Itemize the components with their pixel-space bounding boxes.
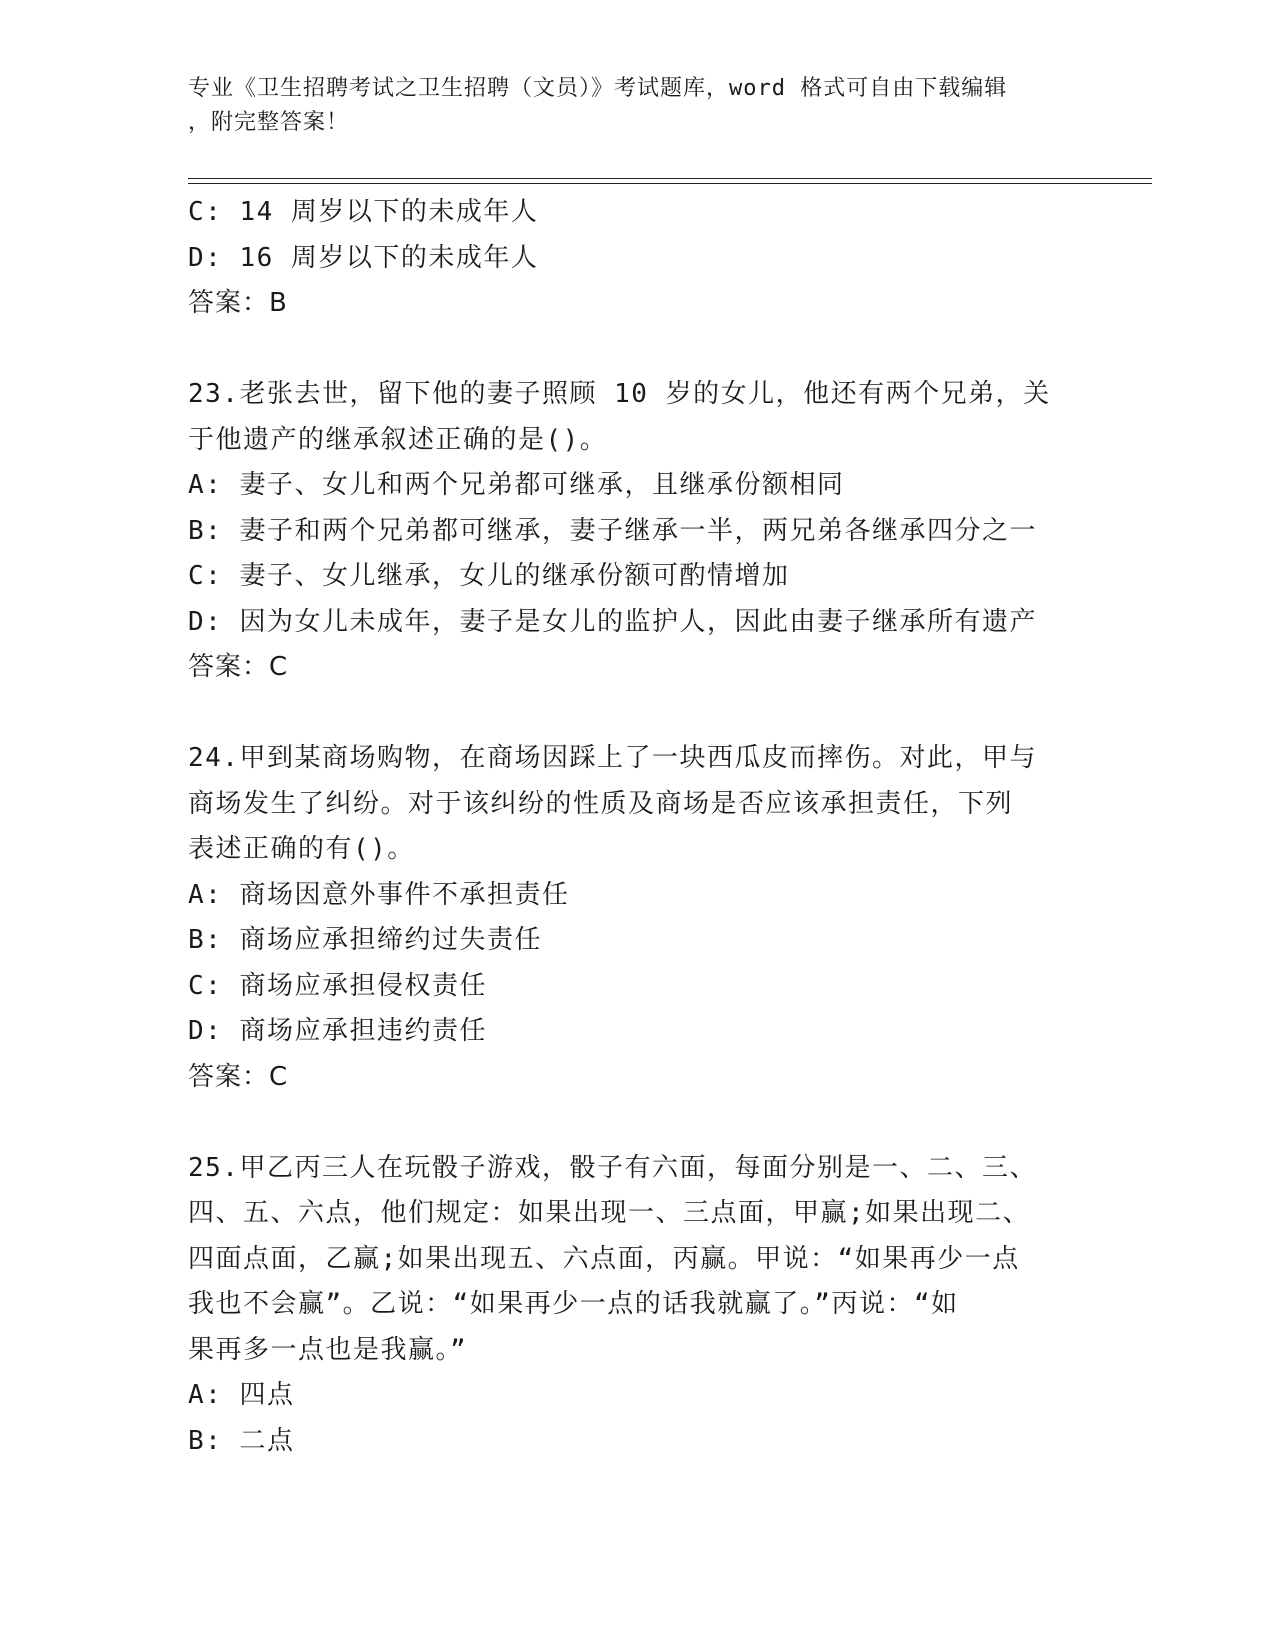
document-header bbox=[188, 72, 1068, 140]
header-line-1: 专业《卫生招聘考试之卫生招聘（文员）》考试题库，word 格式可自由下载编辑 bbox=[188, 76, 1008, 101]
option-a: A: 妻子、女儿和两个兄弟都可继承，且继承份额相同 bbox=[188, 470, 845, 500]
option-a: A: 四点 bbox=[188, 1380, 295, 1410]
option-c: C: 14 周岁以下的未成年人 bbox=[188, 197, 539, 227]
option-d: D: 商场应承担违约责任 bbox=[188, 1016, 487, 1046]
option-d: D: 16 周岁以下的未成年人 bbox=[188, 242, 539, 273]
option-b: B: 商场应承担缔约过失责任 bbox=[188, 925, 542, 955]
question-24 bbox=[188, 736, 1088, 1100]
question-23 bbox=[188, 372, 1088, 691]
answer-line: 答案：C bbox=[188, 1061, 289, 1092]
question-stem-line: 24.甲到某商场购物，在商场因踩上了一块西瓜皮而摔伤。对此，甲与 bbox=[188, 743, 1037, 773]
option-d: D: 因为女儿未成年，妻子是女儿的监护人，因此由妻子继承所有遗产 bbox=[188, 606, 1037, 637]
answer-line: 答案：B bbox=[188, 288, 288, 318]
option-b: B: 二点 bbox=[188, 1425, 295, 1456]
header-rule-bottom bbox=[188, 183, 1152, 184]
question-25 bbox=[188, 1146, 1088, 1465]
question-spacer bbox=[188, 691, 1088, 737]
question-spacer bbox=[188, 327, 1088, 373]
option-c: C: 妻子、女儿继承，女儿的继承份额可酌情增加 bbox=[188, 561, 790, 591]
question-stem-line: 四面点面，乙赢;如果出现五、六点面，丙赢。甲说：“如果再少一点 bbox=[188, 1243, 1020, 1274]
header-line-2: ，附完整答案！ bbox=[188, 110, 350, 135]
question-list bbox=[188, 190, 1088, 1464]
question-stem-line: 于他遗产的继承叙述正确的是()。 bbox=[188, 424, 608, 455]
question-stem-line: 四、五、六点，他们规定：如果出现一、三点面，甲赢;如果出现二、 bbox=[188, 1198, 1031, 1228]
question-stem-line: 果再多一点也是我赢。” bbox=[188, 1334, 468, 1365]
question-22-tail bbox=[188, 190, 1088, 327]
header-rule-top bbox=[188, 178, 1152, 179]
answer-line: 答案：C bbox=[188, 652, 289, 682]
question-spacer bbox=[188, 1100, 1088, 1146]
question-stem-line: 表述正确的有()。 bbox=[188, 834, 415, 864]
question-stem-line: 我也不会赢”。乙说：“如果再少一点的话我就赢了。”丙说：“如 bbox=[188, 1289, 959, 1319]
question-stem-line: 23.老张去世，留下他的妻子照顾 10 岁的女儿，他还有两个兄弟，关 bbox=[188, 379, 1051, 409]
option-a: A: 商场因意外事件不承担责任 bbox=[188, 879, 570, 910]
option-c: C: 商场应承担侵权责任 bbox=[188, 970, 487, 1001]
question-stem-line: 25.甲乙丙三人在玩骰子游戏，骰子有六面，每面分别是一、二、三、 bbox=[188, 1152, 1037, 1183]
option-b: B: 妻子和两个兄弟都可继承，妻子继承一半，两兄弟各继承四分之一 bbox=[188, 515, 1037, 546]
question-stem-line: 商场发生了纠纷。对于该纠纷的性质及商场是否应该承担责任，下列 bbox=[188, 788, 1014, 819]
